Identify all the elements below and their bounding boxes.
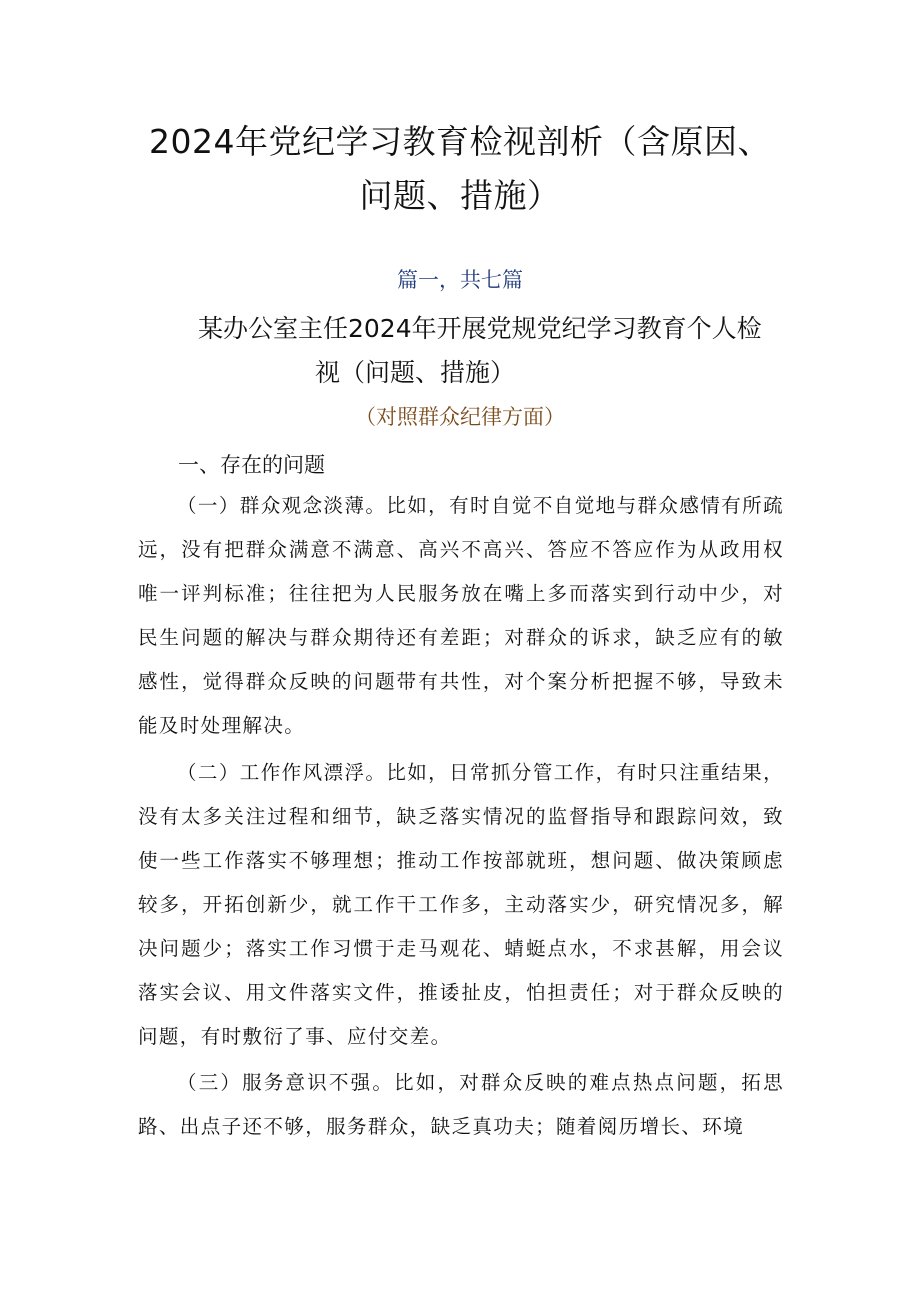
document-title-line-2: 问题、措施） [359, 176, 561, 215]
section-heading: 一、存在的问题 [178, 453, 325, 477]
part-label: 篇一，共七篇 [397, 268, 523, 292]
aspect-note: （对照群众纪律方面） [355, 405, 565, 429]
document-title-line-1: 2024年党纪学习教育检视剖析（含原因、 [149, 122, 771, 161]
body-paragraph: （一）群众观念淡薄。比如，有时自觉不自觉地与群众感情有所疏远，没有把群众满意不满意、高兴不高兴、答应不答应作为从政用权唯一评判标准；往往把为人民服务放在嘴上多而落实到行动中少，对民生问题的解决与群众期待还有差距；对群众的诉求，缺乏应有的敏感性，觉得群众反映的问题带有共性，对个案分析把握不够，导致未能及时处理解决。 [138, 494, 784, 737]
body-paragraph: （三）服务意识不强。比如，对群众反映的难点热点问题，拓思路、出点子还不够，服务群众，缺乏真功夫；随着阅历增长、环境 [138, 1071, 784, 1138]
subtitle-line-2: 视（问题、措施） [315, 358, 516, 387]
subtitle-line-1: 某办公室主任2024年开展党规党纪学习教育个人检 [198, 314, 762, 343]
body-paragraph: （二）工作作风漂浮。比如，日常抓分管工作，有时只注重结果，没有太多关注过程和细节，缺乏落实情况的监督指导和跟踪问效，致使一些工作落实不够理想；推动工作按部就班，想问题、做决策顾虑较多，开拓创新少，就工作干工作多，主动落实少，研究情况多，解决问题少；落实工作习惯于走马观花、蜻蜓点水，不求甚解，用会议落实会议、用文件落实文件，推诿扯皮，怕担责任；对于群众反映的问题，有时敷衍了事、应付交差。 [138, 761, 784, 1048]
